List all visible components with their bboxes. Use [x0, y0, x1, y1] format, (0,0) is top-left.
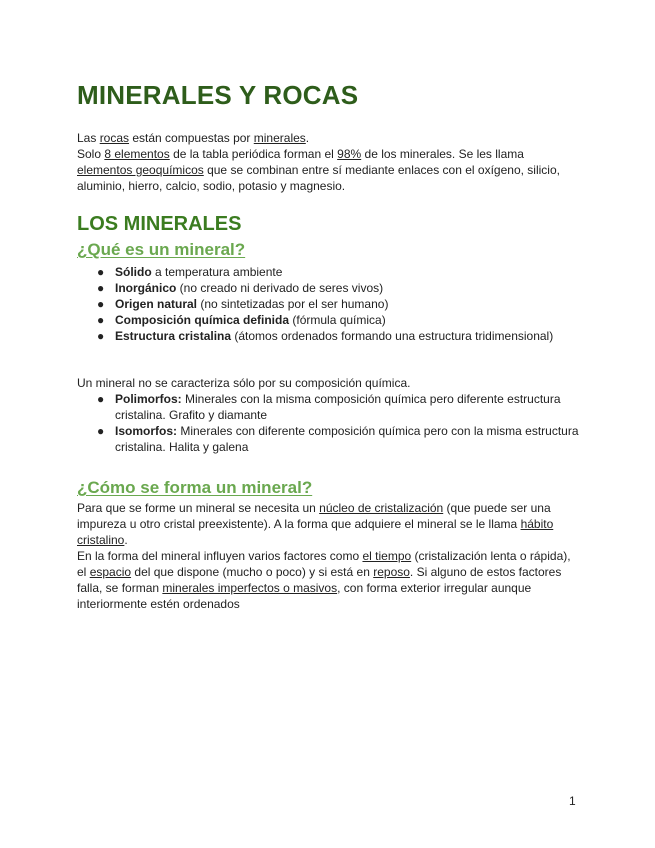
- text-span: .: [124, 533, 128, 547]
- term-espacio: espacio: [89, 565, 132, 579]
- item-text: Minerales con diferente composición química pero con la misma estructura cristalina. Halita y galena: [115, 424, 579, 454]
- term-minerales: minerales: [253, 131, 306, 145]
- item-text: (átomos ordenados formando una estructura tridimensional): [231, 329, 554, 343]
- bullet-icon: ●: [97, 329, 105, 343]
- term-8-elementos: 8 elementos: [104, 147, 170, 161]
- item-term: Composición química definida: [115, 313, 290, 327]
- item-term: Isomorfos:: [115, 424, 178, 438]
- bullet-icon: ●: [97, 281, 105, 295]
- term-habito: hábito cristalino: [77, 517, 554, 547]
- text-span: de los minerales. Se les llama: [361, 147, 524, 161]
- list-item: [77, 280, 582, 296]
- text-span: Las: [77, 131, 100, 145]
- item-text: (no creado ni derivado de seres vivos): [176, 281, 384, 295]
- paragraph-factores: [77, 548, 582, 612]
- subsection-title-como-se-forma: ¿Cómo se forma un mineral?: [77, 478, 313, 497]
- bullet-icon: ●: [97, 424, 105, 438]
- subsection-title-que-es: ¿Qué es un mineral?: [77, 240, 246, 259]
- term-tiempo: el tiempo: [362, 549, 412, 563]
- item-term: Polimorfos:: [115, 392, 182, 406]
- text-span: que se combinan entre sí mediante enlaces con el oxígeno, silicio, aluminio, hierro, calcio, sodio, potasio y magnesio.: [77, 163, 560, 193]
- text-span: de la tabla periódica forman el: [169, 147, 338, 161]
- term-reposo: reposo: [373, 565, 410, 579]
- section-title: LOS MINERALES: [77, 213, 242, 235]
- item-term: Estructura cristalina: [115, 329, 232, 343]
- bullet-icon: ●: [97, 313, 105, 327]
- term-rocas: rocas: [99, 131, 130, 145]
- item-term: Inorgánico: [115, 281, 177, 295]
- text-span: . Si alguno de estos factores falla, se forman: [77, 565, 562, 595]
- text-span: Solo: [77, 147, 105, 161]
- list-item: [77, 296, 582, 312]
- item-text: Minerales con la misma composición química pero diferente estructura cristalina. Grafito y diamante: [115, 392, 561, 422]
- text-span: (cristalización lenta o rápida), el: [77, 549, 571, 579]
- list-item: [77, 312, 582, 328]
- term-elementos-geoquimicos: elementos geoquímicos: [77, 163, 204, 177]
- text-span: , con forma exterior irregular aunque interiormente estén ordenados: [77, 581, 532, 611]
- term-98-percent: 98%: [337, 147, 362, 161]
- item-text: (fórmula química): [289, 313, 386, 327]
- page-number: 1: [569, 794, 576, 808]
- text-span: En la forma del mineral influyen varios factores como: [77, 549, 363, 563]
- text-span: (que puede ser una impureza u otro cristal preexistente). A la forma que adquiere el mineral se le llama: [77, 501, 551, 531]
- intro-line-1: [77, 130, 582, 146]
- types-list: [77, 391, 582, 455]
- bullet-icon: ●: [97, 265, 105, 279]
- text-span: .: [305, 131, 310, 145]
- item-text: (no sintetizadas por el ser humano): [197, 297, 389, 311]
- text-span: del que dispone (mucho o poco) y si está en: [131, 565, 374, 579]
- list-item: [77, 264, 582, 280]
- intro-line-2: [77, 146, 582, 194]
- list-item: [77, 328, 582, 344]
- term-imperfectos: minerales imperfectos o masivos: [162, 581, 338, 595]
- item-term: Origen natural: [115, 297, 198, 311]
- paragraph-nucleo: [77, 500, 582, 548]
- text-span: Para que se forme un mineral se necesita un: [77, 501, 320, 515]
- list-item: [77, 391, 582, 423]
- properties-list: [77, 264, 582, 344]
- bullet-icon: ●: [97, 297, 105, 311]
- document-title: MINERALES Y ROCAS: [77, 80, 359, 110]
- text-span: están compuestas por: [129, 131, 254, 145]
- list-item: [77, 423, 582, 455]
- bullet-icon: ●: [97, 392, 105, 406]
- paragraph-composicion: Un mineral no se caracteriza sólo por su composición química.: [77, 376, 411, 390]
- item-text: a temperatura ambiente: [151, 265, 283, 279]
- intro-block: [77, 130, 582, 194]
- formation-block: [77, 500, 582, 612]
- term-nucleo: núcleo de cristalización: [319, 501, 444, 515]
- item-term: Sólido: [115, 265, 152, 279]
